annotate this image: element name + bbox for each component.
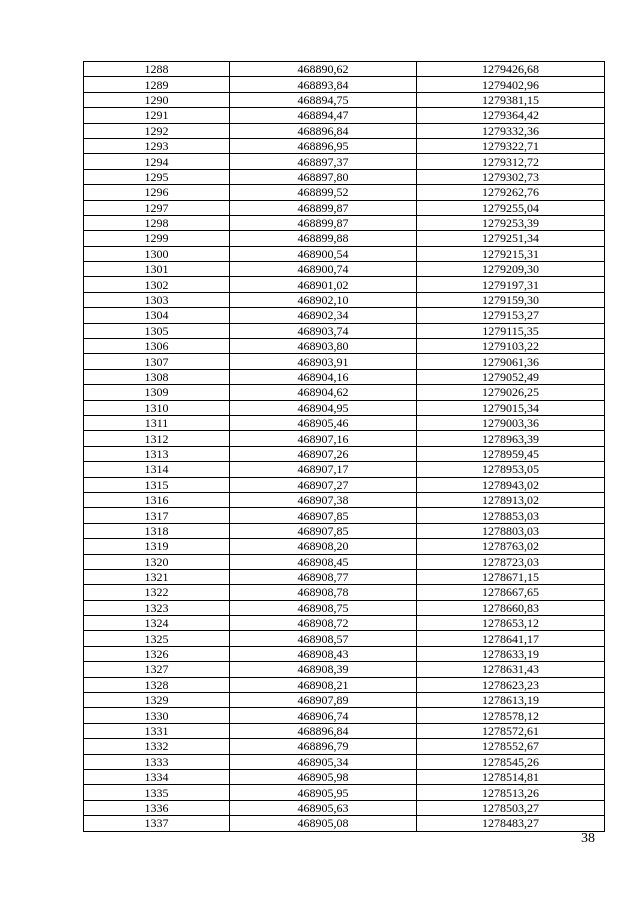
point-number-cell: 1311 xyxy=(84,415,230,430)
y-coordinate-cell: 1278763,02 xyxy=(417,539,605,554)
point-number-cell: 1306 xyxy=(84,339,230,354)
y-coordinate-cell: 1279052,49 xyxy=(417,369,605,384)
x-coordinate-cell: 468908,43 xyxy=(230,646,417,661)
table-row xyxy=(84,539,605,554)
y-coordinate-cell: 1278953,05 xyxy=(417,462,605,477)
x-coordinate-cell: 468908,77 xyxy=(230,569,417,584)
point-number-cell: 1329 xyxy=(84,693,230,708)
y-coordinate-cell: 1279103,22 xyxy=(417,339,605,354)
point-number-cell: 1300 xyxy=(84,246,230,261)
table-row xyxy=(84,693,605,708)
point-number-cell: 1294 xyxy=(84,154,230,169)
point-number-cell: 1296 xyxy=(84,185,230,200)
y-coordinate-cell: 1278578,12 xyxy=(417,708,605,723)
x-coordinate-cell: 468899,87 xyxy=(230,215,417,230)
table-row xyxy=(84,292,605,307)
point-number-cell: 1302 xyxy=(84,277,230,292)
y-coordinate-cell: 1279253,39 xyxy=(417,215,605,230)
table-row xyxy=(84,569,605,584)
table-row xyxy=(84,123,605,138)
x-coordinate-cell: 468907,89 xyxy=(230,693,417,708)
y-coordinate-cell: 1279251,34 xyxy=(417,231,605,246)
y-coordinate-cell: 1279364,42 xyxy=(417,108,605,123)
x-coordinate-cell: 468900,54 xyxy=(230,246,417,261)
x-coordinate-cell: 468905,08 xyxy=(230,816,417,831)
table-row xyxy=(84,354,605,369)
y-coordinate-cell: 1279402,96 xyxy=(417,77,605,92)
x-coordinate-cell: 468907,85 xyxy=(230,508,417,523)
x-coordinate-cell: 468907,85 xyxy=(230,523,417,538)
point-number-cell: 1322 xyxy=(84,585,230,600)
x-coordinate-cell: 468890,62 xyxy=(230,62,417,77)
y-coordinate-cell: 1278572,61 xyxy=(417,723,605,738)
table-row xyxy=(84,508,605,523)
point-number-cell: 1318 xyxy=(84,523,230,538)
point-number-cell: 1310 xyxy=(84,400,230,415)
y-coordinate-cell: 1279332,36 xyxy=(417,123,605,138)
table-row xyxy=(84,200,605,215)
point-number-cell: 1289 xyxy=(84,77,230,92)
point-number-cell: 1336 xyxy=(84,800,230,815)
y-coordinate-cell: 1278660,83 xyxy=(417,600,605,615)
x-coordinate-cell: 468908,72 xyxy=(230,616,417,631)
y-coordinate-cell: 1279322,71 xyxy=(417,138,605,153)
table-row xyxy=(84,108,605,123)
x-coordinate-cell: 468902,10 xyxy=(230,292,417,307)
point-number-cell: 1316 xyxy=(84,492,230,507)
table-row xyxy=(84,154,605,169)
table-row xyxy=(84,616,605,631)
point-number-cell: 1312 xyxy=(84,431,230,446)
y-coordinate-cell: 1278671,15 xyxy=(417,569,605,584)
x-coordinate-cell: 468907,16 xyxy=(230,431,417,446)
point-number-cell: 1324 xyxy=(84,616,230,631)
x-coordinate-cell: 468907,17 xyxy=(230,462,417,477)
table-row xyxy=(84,600,605,615)
y-coordinate-cell: 1279215,31 xyxy=(417,246,605,261)
y-coordinate-cell: 1278723,03 xyxy=(417,554,605,569)
table-row xyxy=(84,492,605,507)
table-row xyxy=(84,323,605,338)
table-row xyxy=(84,339,605,354)
x-coordinate-cell: 468900,74 xyxy=(230,262,417,277)
y-coordinate-cell: 1279197,31 xyxy=(417,277,605,292)
x-coordinate-cell: 468908,21 xyxy=(230,677,417,692)
x-coordinate-cell: 468905,34 xyxy=(230,754,417,769)
table-row xyxy=(84,662,605,677)
y-coordinate-cell: 1279159,30 xyxy=(417,292,605,307)
table-row xyxy=(84,92,605,107)
y-coordinate-cell: 1278613,19 xyxy=(417,693,605,708)
table-row xyxy=(84,754,605,769)
point-number-cell: 1314 xyxy=(84,462,230,477)
point-number-cell: 1334 xyxy=(84,769,230,784)
x-coordinate-cell: 468908,78 xyxy=(230,585,417,600)
table-row xyxy=(84,477,605,492)
y-coordinate-cell: 1279262,76 xyxy=(417,185,605,200)
y-coordinate-cell: 1278631,43 xyxy=(417,662,605,677)
y-coordinate-cell: 1278623,23 xyxy=(417,677,605,692)
point-number-cell: 1327 xyxy=(84,662,230,677)
x-coordinate-cell: 468897,37 xyxy=(230,154,417,169)
table-row xyxy=(84,369,605,384)
table-row xyxy=(84,446,605,461)
table-row xyxy=(84,62,605,77)
x-coordinate-cell: 468904,95 xyxy=(230,400,417,415)
y-coordinate-cell: 1278641,17 xyxy=(417,631,605,646)
table-row xyxy=(84,246,605,261)
point-number-cell: 1293 xyxy=(84,138,230,153)
table-row xyxy=(84,262,605,277)
point-number-cell: 1305 xyxy=(84,323,230,338)
point-number-cell: 1301 xyxy=(84,262,230,277)
x-coordinate-cell: 468902,34 xyxy=(230,308,417,323)
x-coordinate-cell: 468896,84 xyxy=(230,123,417,138)
y-coordinate-cell: 1279026,25 xyxy=(417,385,605,400)
x-coordinate-cell: 468899,87 xyxy=(230,200,417,215)
x-coordinate-cell: 468905,98 xyxy=(230,769,417,784)
x-coordinate-cell: 468896,84 xyxy=(230,723,417,738)
x-coordinate-cell: 468908,39 xyxy=(230,662,417,677)
x-coordinate-cell: 468903,74 xyxy=(230,323,417,338)
y-coordinate-cell: 1278513,26 xyxy=(417,785,605,800)
table-row xyxy=(84,308,605,323)
table-row xyxy=(84,400,605,415)
point-number-cell: 1328 xyxy=(84,677,230,692)
point-number-cell: 1309 xyxy=(84,385,230,400)
point-number-cell: 1335 xyxy=(84,785,230,800)
y-coordinate-cell: 1279153,27 xyxy=(417,308,605,323)
point-number-cell: 1291 xyxy=(84,108,230,123)
y-coordinate-cell: 1278853,03 xyxy=(417,508,605,523)
y-coordinate-cell: 1279015,34 xyxy=(417,400,605,415)
table-row xyxy=(84,631,605,646)
table-row xyxy=(84,585,605,600)
y-coordinate-cell: 1278959,45 xyxy=(417,446,605,461)
table-row xyxy=(84,185,605,200)
y-coordinate-cell: 1278503,27 xyxy=(417,800,605,815)
page-number: 38 xyxy=(581,831,595,846)
table-row xyxy=(84,431,605,446)
x-coordinate-cell: 468893,84 xyxy=(230,77,417,92)
point-number-cell: 1325 xyxy=(84,631,230,646)
table-row xyxy=(84,739,605,754)
point-number-cell: 1330 xyxy=(84,708,230,723)
point-number-cell: 1331 xyxy=(84,723,230,738)
y-coordinate-cell: 1279426,68 xyxy=(417,62,605,77)
y-coordinate-cell: 1279115,35 xyxy=(417,323,605,338)
x-coordinate-cell: 468894,75 xyxy=(230,92,417,107)
point-number-cell: 1332 xyxy=(84,739,230,754)
y-coordinate-cell: 1278653,12 xyxy=(417,616,605,631)
point-number-cell: 1295 xyxy=(84,169,230,184)
y-coordinate-cell: 1279061,36 xyxy=(417,354,605,369)
x-coordinate-cell: 468899,52 xyxy=(230,185,417,200)
y-coordinate-cell: 1279209,30 xyxy=(417,262,605,277)
y-coordinate-cell: 1278963,39 xyxy=(417,431,605,446)
y-coordinate-cell: 1278552,67 xyxy=(417,739,605,754)
table-row xyxy=(84,138,605,153)
y-coordinate-cell: 1278943,02 xyxy=(417,477,605,492)
x-coordinate-cell: 468905,95 xyxy=(230,785,417,800)
table-row xyxy=(84,677,605,692)
point-number-cell: 1333 xyxy=(84,754,230,769)
y-coordinate-cell: 1279302,73 xyxy=(417,169,605,184)
x-coordinate-cell: 468899,88 xyxy=(230,231,417,246)
table-row xyxy=(84,708,605,723)
table-row xyxy=(84,169,605,184)
table-row xyxy=(84,462,605,477)
x-coordinate-cell: 468896,79 xyxy=(230,739,417,754)
point-number-cell: 1337 xyxy=(84,816,230,831)
coordinates-table xyxy=(83,61,605,832)
x-coordinate-cell: 468908,75 xyxy=(230,600,417,615)
point-number-cell: 1321 xyxy=(84,569,230,584)
x-coordinate-cell: 468903,91 xyxy=(230,354,417,369)
y-coordinate-cell: 1278514,81 xyxy=(417,769,605,784)
table-row xyxy=(84,800,605,815)
point-number-cell: 1319 xyxy=(84,539,230,554)
table-row xyxy=(84,816,605,831)
x-coordinate-cell: 468907,27 xyxy=(230,477,417,492)
point-number-cell: 1292 xyxy=(84,123,230,138)
point-number-cell: 1320 xyxy=(84,554,230,569)
point-number-cell: 1317 xyxy=(84,508,230,523)
x-coordinate-cell: 468903,80 xyxy=(230,339,417,354)
y-coordinate-cell: 1278483,27 xyxy=(417,816,605,831)
x-coordinate-cell: 468896,95 xyxy=(230,138,417,153)
table-row xyxy=(84,523,605,538)
x-coordinate-cell: 468908,45 xyxy=(230,554,417,569)
table-row xyxy=(84,785,605,800)
point-number-cell: 1323 xyxy=(84,600,230,615)
point-number-cell: 1307 xyxy=(84,354,230,369)
table-row xyxy=(84,769,605,784)
table-row xyxy=(84,415,605,430)
y-coordinate-cell: 1278803,03 xyxy=(417,523,605,538)
point-number-cell: 1290 xyxy=(84,92,230,107)
table-row xyxy=(84,385,605,400)
table-row xyxy=(84,723,605,738)
x-coordinate-cell: 468894,47 xyxy=(230,108,417,123)
table-row xyxy=(84,215,605,230)
y-coordinate-cell: 1279381,15 xyxy=(417,92,605,107)
y-coordinate-cell: 1279312,72 xyxy=(417,154,605,169)
x-coordinate-cell: 468907,38 xyxy=(230,492,417,507)
x-coordinate-cell: 468897,80 xyxy=(230,169,417,184)
table-row xyxy=(84,77,605,92)
y-coordinate-cell: 1278913,02 xyxy=(417,492,605,507)
y-coordinate-cell: 1279003,36 xyxy=(417,415,605,430)
point-number-cell: 1315 xyxy=(84,477,230,492)
x-coordinate-cell: 468904,16 xyxy=(230,369,417,384)
x-coordinate-cell: 468904,62 xyxy=(230,385,417,400)
table-row xyxy=(84,554,605,569)
point-number-cell: 1303 xyxy=(84,292,230,307)
point-number-cell: 1298 xyxy=(84,215,230,230)
point-number-cell: 1308 xyxy=(84,369,230,384)
x-coordinate-cell: 468908,57 xyxy=(230,631,417,646)
x-coordinate-cell: 468905,63 xyxy=(230,800,417,815)
x-coordinate-cell: 468908,20 xyxy=(230,539,417,554)
y-coordinate-cell: 1279255,04 xyxy=(417,200,605,215)
y-coordinate-cell: 1278545,26 xyxy=(417,754,605,769)
x-coordinate-cell: 468907,26 xyxy=(230,446,417,461)
x-coordinate-cell: 468901,02 xyxy=(230,277,417,292)
x-coordinate-cell: 468905,46 xyxy=(230,415,417,430)
table-row xyxy=(84,231,605,246)
point-number-cell: 1313 xyxy=(84,446,230,461)
point-number-cell: 1326 xyxy=(84,646,230,661)
y-coordinate-cell: 1278633,19 xyxy=(417,646,605,661)
coordinates-table-body xyxy=(84,62,605,832)
table-row xyxy=(84,646,605,661)
point-number-cell: 1304 xyxy=(84,308,230,323)
point-number-cell: 1288 xyxy=(84,62,230,77)
x-coordinate-cell: 468906,74 xyxy=(230,708,417,723)
table-row xyxy=(84,277,605,292)
point-number-cell: 1297 xyxy=(84,200,230,215)
point-number-cell: 1299 xyxy=(84,231,230,246)
y-coordinate-cell: 1278667,65 xyxy=(417,585,605,600)
